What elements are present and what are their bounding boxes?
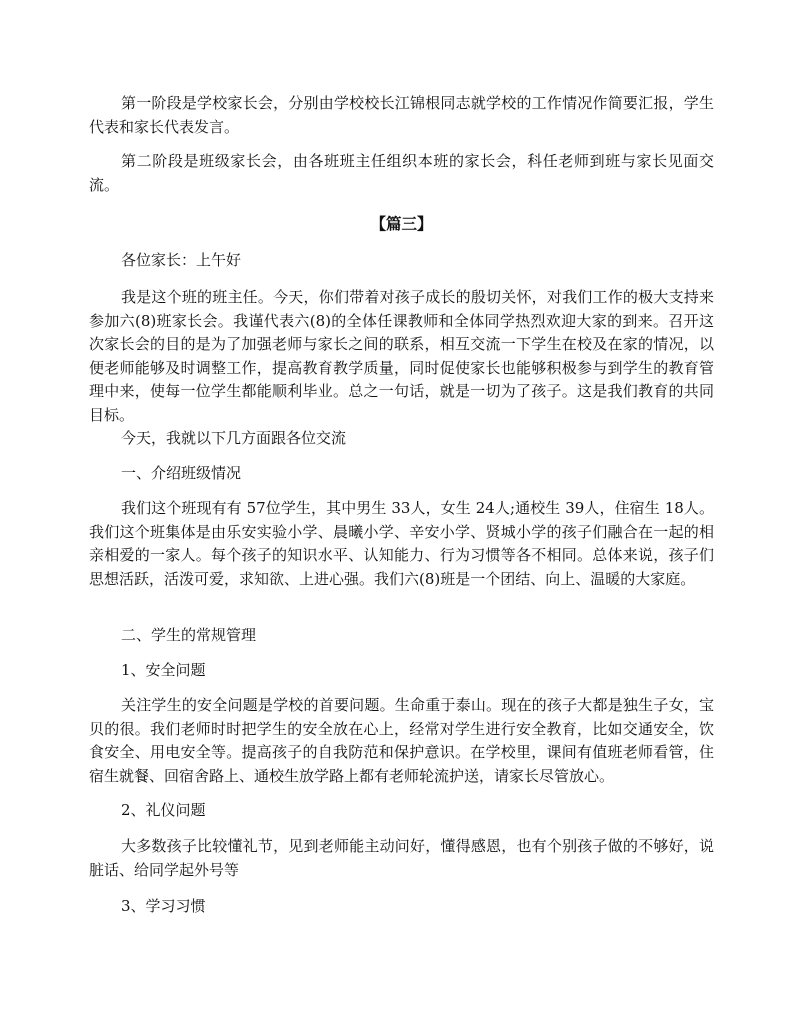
paragraph-introduction: 我是这个班的班主任。今天，你们带着对孩子成长的殷切关怀，对我们工作的极大支持来参加六(8)班家长会。我谨代表六(8)的全体任课教师和全体同学热烈欢迎大家的到来。召开这次家长会的目的是为了加强老师与家长之间的联系，相互交流一下学生在校及在家的情况，以便老师能够及时调整工作，提高教育教学质量，同时促使家长也能够积极参与到学生的教育管理中来，使每一位学生都能顺利毕业。总之一句话，就是一切为了孩子。这是我们教育的共同目标。: [89, 288, 714, 424]
heading-study-habits: 3、学习习惯: [121, 897, 206, 915]
paragraph-class-info: 我们这个班现有有 57位学生，其中男生 33人，女生 24人;通校生 39人，住宿生 18人。我们这个班集体是由乐安实验小学、晨曦小学、辛安小学、贤城小学的孩子们融合在一起的相亲相爱的一家人。每个孩子的知识水平、认知能力、行为习惯等各不相同。总体来说，孩子们思想活跃，活泼可爱，求知欲、上进心强。我们六(8)班是一个团结、向上、温暖的大家庭。: [89, 499, 714, 588]
heading-class-info: 一、介绍班级情况: [121, 464, 242, 482]
paragraph-safety: 关注学生的安全问题是学校的首要问题。生命重于泰山。现在的孩子大都是独生子女，宝贝的很。我们老师时时把学生的安全放在心上，经常对学生进行安全教育，比如交通安全，饮食安全、用电安全等。提高孩子的自我防范和保护意识。在学校里，课间有值班老师看管，住宿生就餐、回宿舍路上、通校生放学路上都有老师轮流护送，请家长尽管放心。: [89, 696, 714, 785]
paragraph-stage-one: 第一阶段是学校家长会，分别由学校校长江锦根同志就学校的工作情况作简要汇报，学生代表和家长代表发言。: [89, 94, 714, 136]
section-heading: 【篇三】: [370, 214, 433, 233]
heading-etiquette: 2、礼仪问题: [121, 801, 206, 819]
paragraph-topics-intro: 今天，我就以下几方面跟各位交流: [121, 429, 347, 447]
paragraph-stage-two: 第二阶段是班级家长会，由各班班主任组织本班的家长会，科任老师到班与家长见面交流。: [89, 152, 714, 194]
paragraph-etiquette: 大多数孩子比较懂礼节，见到老师能主动问好，懂得感恩，也有个别孩子做的不够好，说脏话、给同学起外号等: [89, 837, 714, 879]
paragraph-greeting: 各位家长：上午好: [121, 251, 242, 269]
heading-safety: 1、安全问题: [121, 661, 206, 679]
heading-routine-management: 二、学生的常规管理: [121, 626, 257, 644]
